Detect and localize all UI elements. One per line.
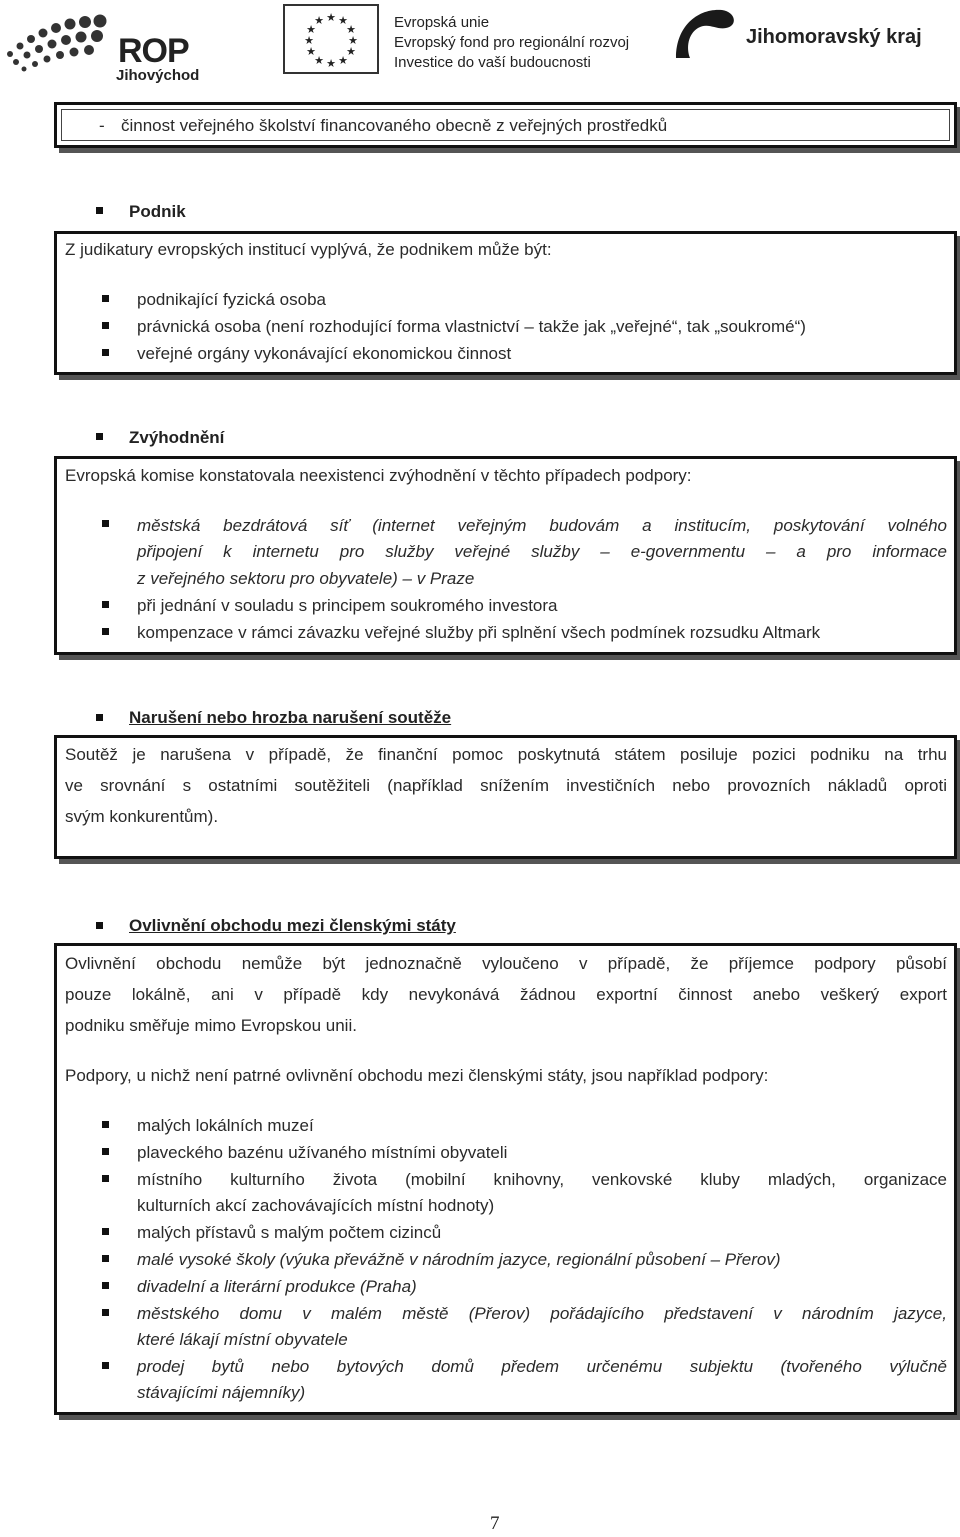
eu-line1: Evropská unie (394, 14, 490, 31)
svg-text:★: ★ (338, 54, 348, 67)
region-name: Jihomoravský kraj (746, 26, 922, 48)
bullet-icon (102, 1121, 109, 1128)
list-item: divadelní a literární produkce (Praha) (137, 1277, 417, 1296)
svg-text:★: ★ (306, 45, 316, 58)
paragraph-intro: Podpory, u nichž není patrné ovlivnění obchodu mezi členskými státy, jsou například podpory: (65, 1066, 769, 1085)
list-item-line: městského domu v malém městě (Přerov) pořádajícího představení v národním jazyce, (137, 1304, 947, 1323)
rop-title: ROP (118, 32, 189, 70)
paragraph-line: pouze lokálně, ani v případě kdy nevykonává žádnou exportní činnost anebo veškerý export (65, 985, 947, 1004)
rop-logo (0, 4, 210, 82)
list-item: při jednání v souladu s principem soukromého investora (137, 596, 558, 615)
paragraph-line: ve srovnání s ostatními soutěžiteli (například snížením investičních nebo provozních nákladů oproti (65, 776, 947, 795)
bullet-icon (102, 1175, 109, 1182)
list-item: malých přístavů s malým počtem cizinců (137, 1223, 442, 1242)
list-item: veřejné orgány vykonávající ekonomickou činnost (137, 344, 512, 363)
zvyhodneni-intro: Evropská komise konstatovala neexistenci zvýhodnění v těchto případech podpory: (65, 466, 692, 485)
box-naruseni (54, 735, 957, 859)
bullet-icon (102, 1228, 109, 1235)
list-item: malých lokálních muzeí (137, 1116, 314, 1135)
list-item: malé vysoké školy (výuka převážně v národním jazyce, regionální působení – Přerov) (137, 1250, 781, 1269)
list-item-line: městská bezdrátová síť (internet veřejným budovám a institucím, poskytování volného (137, 516, 947, 535)
bullet-icon (102, 349, 109, 356)
region-emblem-icon (670, 4, 740, 64)
eu-line3: Investice do vaší budoucnosti (394, 54, 591, 71)
svg-text:★: ★ (346, 23, 356, 36)
zvyhodneni-heading: Zvýhodnění (129, 428, 225, 447)
eu-line2: Evropský fond pro regionální rozvoj (394, 34, 630, 51)
svg-text:★: ★ (326, 57, 336, 70)
list-item: kompenzace v rámci závazku veřejné služby při splnění všech podmínek rozsudku Altmark (137, 623, 821, 642)
bullet-icon (102, 601, 109, 608)
box-ovlivneni (54, 943, 957, 1415)
svg-text:★: ★ (314, 14, 324, 27)
svg-text:★: ★ (346, 45, 356, 58)
rop-subtitle: Jihovýchod (116, 67, 200, 84)
box-zvyhodneni (54, 456, 957, 655)
dash-marker: - (99, 116, 105, 135)
svg-text:★: ★ (326, 11, 336, 24)
paragraph-line: svým konkurentům). (65, 807, 219, 826)
svg-text:★: ★ (348, 34, 358, 47)
bullet-icon (102, 1255, 109, 1262)
paragraph-line: Ovlivnění obchodu nemůže být jednoznačně vyloučeno v případě, že příjemce podpory působí (65, 954, 947, 973)
region-logo (670, 0, 960, 70)
list-item-line: kulturních akcí zachovávajících místní hodnoty) (137, 1196, 495, 1215)
bullet-icon (102, 322, 109, 329)
bullet-icon (102, 1309, 109, 1316)
bullet-icon (102, 520, 109, 527)
list-item-line: připojení k internetu pro služby veřejné služby – e-governmentu – a pro informace (137, 542, 947, 561)
bullet-icon (102, 1148, 109, 1155)
bullet-icon (96, 433, 103, 440)
list-item-line: prodej bytů nebo bytových domů předem určenému subjektu (tvořeného výlučně (137, 1357, 947, 1376)
svg-text:★: ★ (338, 14, 348, 27)
bullet-icon (102, 295, 109, 302)
bullet-icon (96, 207, 103, 214)
list-item-line: které lákají místní obyvatele (137, 1330, 348, 1349)
list-item: podnikající fyzická osoba (137, 290, 326, 309)
box-public-education (54, 102, 957, 148)
eu-flag-icon (283, 4, 379, 74)
paragraph-line: podniku směřuje mimo Evropskou unii. (65, 1016, 357, 1035)
svg-text:★: ★ (304, 34, 314, 47)
list-item: právnická osoba (není rozhodující forma vlastnictví – takže jak „veřejné“, tak „soukromé“) (137, 317, 806, 336)
box-podnik (54, 231, 957, 375)
bullet-icon (96, 714, 103, 721)
bullet-icon (102, 1362, 109, 1369)
svg-text:★: ★ (314, 54, 324, 67)
list-item-line: místního kulturního života (mobilní knihovny, venkovské kluby mladých, organizace (137, 1170, 947, 1189)
box1-text: činnost veřejného školství financovaného obecně z veřejných prostředků (121, 116, 668, 135)
paragraph-line: Soutěž je narušena v případě, že finanční pomoc poskytnutá státem posiluje pozici podniku na trhu (65, 745, 947, 764)
bullet-icon (96, 922, 103, 929)
bullet-icon (102, 1282, 109, 1289)
podnik-heading: Podnik (129, 202, 186, 221)
list-item: plaveckého bazénu užívaného místními obyvateli (137, 1143, 508, 1162)
list-item-line: z veřejného sektoru pro obyvatele) – v Praze (137, 569, 475, 588)
eu-logo (283, 4, 643, 76)
page-number: 7 (490, 1513, 500, 1534)
list-item-line: stávajícími nájemníky) (137, 1383, 306, 1402)
naruseni-heading: Narušení nebo hrozba narušení soutěže (129, 708, 452, 727)
bullet-icon (102, 628, 109, 635)
rop-swoosh-icon (0, 6, 120, 76)
svg-text:★: ★ (306, 23, 316, 36)
podnik-intro: Z judikatury evropských institucí vyplývá, že podnikem může být: (65, 240, 552, 259)
ovlivneni-heading: Ovlivnění obchodu mezi členskými státy (129, 916, 456, 935)
